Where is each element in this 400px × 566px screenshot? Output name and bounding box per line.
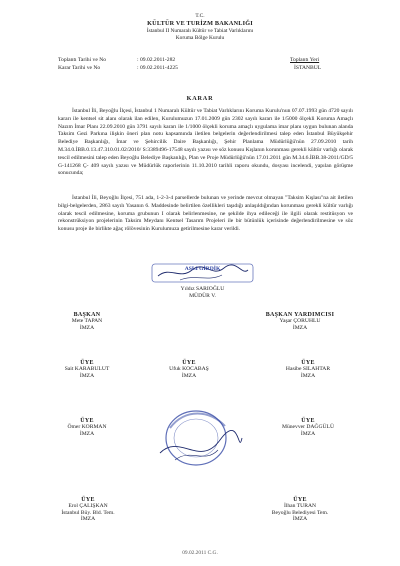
member-imza: İMZA: [292, 516, 308, 523]
chair-role: BAŞKAN: [73, 312, 101, 318]
member-imza: İMZA: [80, 516, 96, 523]
member-imza: İMZA: [300, 430, 316, 437]
member-role: ÜYE: [182, 360, 196, 366]
header-tc: T.C.: [195, 13, 205, 19]
decision-date-value: : 09.02.2011-4225: [137, 65, 178, 71]
member-name: Münevver DAĞGÜLÜ: [281, 424, 335, 430]
member-role: ÜYE: [301, 418, 315, 424]
vice-chair-signature-block: [250, 312, 350, 331]
member-role: ÜYE: [80, 360, 94, 366]
member-name: Erol ÇALIŞKAN: [68, 503, 108, 509]
body-paragraph-1: İstanbul İli, Beyoğlu İlçesi, İstanbul 1 Numaralı Kültür ve Tabiat Varlıklarını Koruma Kurulu'nun 07.07.1993 gün 4720 sayılı kararı ile kentsel sit alanı olarak ilan edilen, Kurulumuzun 17.01.2009 gün 2302 sayılı kararı ile 1/5000 ölçekli Koruma Amaçlı Nazım İmar Planı 22.09.2010 gün 3791 sayılı kararı ile 1/1000 ölçekli koruma amaçlı uygulama imar planı uygun bulunan alanda Taksim Gezi Parkına ilişkin öneri plan notu kapsamında iletilen belgelerin değerlendirilmesi talep eden İstanbul Büyükşehir Belediye Başkanlığı, İmar ve Şehircilik Daire Başkanlığı, Şehir Planlama Müdürlüğü'nün 27.09.2010 tarih M.34.0.İBB.0.13.47.310.01.02/2010/ S:3389496-17548 sayılı yazısı ve söz konusu Kışlanın korunması gerekli kültür varlığı olarak tescil edilmesini talep eden Beyoğlu Belediye Başkanlığı, Plan ve Proje Müdürlüğü'nün 17.01.2011 gün M.34.6.İBB.38-2011/GD/5 G-141268 Ç- 409 sayılı yazısı ve Müdürlük raporlerinin 11.10.2010 tarihli raporu okundu, dosyası incelendi, yapılan görüşme sonucunda;: [58, 108, 353, 177]
rapporteur-signature: [150, 286, 255, 299]
vice-chair-name: Yaşar ÇORUHLU: [279, 318, 321, 324]
rapporteur-name: Yıldız SARIOĞLU: [180, 286, 225, 292]
body-paragraph-2: İstanbul İli, Beyoğlu İlçesi, 751 ada, 1-2-3-4 parsellerde bulunan ve yerinde mevcut olmayan "Taksim Kışlası"na ait iletilen bilgi-belgelerden, 2863 sayılı Yasanın 6. Maddesinde belirtilen özellikleri taşıdığı anlaşıldığından korunması gerekli kültür varlığı olarak tescil edilmesine, koruma grubunun I olarak belirlenmesine, ne şekilde ihya edileceği ile ilgili olarak restitüsyon ve rekonstrüksiyon projelerinin Taksim Meydanı Kentsel Tasarım Projeleri ile bir bütünlük içerisinde değerlendirilmesine ve söz konusu proje ile birlikte ağaç rölövesinin Kurulumuza getirilmesine karar verildi.: [58, 195, 353, 233]
member-signature-block: [52, 418, 122, 437]
member-organization: Beyoğlu Belediyesi Tem.: [271, 509, 329, 516]
rapporteur-role: MÜDÜR V.: [189, 292, 216, 299]
official-round-stamp: [150, 398, 245, 478]
member-name: Ömer KORMAN: [67, 424, 107, 430]
member-role: ÜYE: [80, 418, 94, 424]
member-signature-block: [48, 497, 128, 523]
member-imza: İMZA: [300, 372, 316, 379]
member-name: İlhan TURAN: [283, 503, 317, 509]
vice-chair-role: BAŞKAN YARDIMCISI: [265, 312, 335, 318]
meeting-date-label: Toplantı Tarihi ve No: [58, 57, 107, 63]
chair-imza: İMZA: [79, 324, 95, 331]
member-signature-block: [250, 497, 350, 523]
member-name: Sait KARABULUT: [64, 366, 110, 372]
header-board-line2: Koruma Bölge Kurulu: [175, 35, 225, 41]
member-organization: İstanbul Büy. Bld. Tem.: [61, 509, 115, 516]
chair-name: Mete TAPAN: [71, 318, 103, 324]
page-footer: 09.02.2011 C.G.: [182, 550, 218, 556]
member-role: ÜYE: [81, 497, 95, 503]
member-name: Hasibe SILAHTAR: [285, 366, 331, 372]
member-role: ÜYE: [293, 497, 307, 503]
header-board: İstanbul II Numaralı Kültür ve Tabiat Varlıklarını: [146, 28, 254, 34]
chair-signature-block: [52, 312, 122, 331]
decision-date-label: Karar Tarihi ve No: [58, 65, 101, 71]
stamp-name: ASLI GİRDİK: [184, 266, 221, 272]
vice-chair-imza: İMZA: [292, 324, 308, 331]
member-imza: İMZA: [79, 372, 95, 379]
member-signature-block: [268, 360, 348, 379]
member-signature-block: [154, 360, 224, 379]
member-role: ÜYE: [301, 360, 315, 366]
member-imza: İMZA: [181, 372, 197, 379]
meeting-place-value: İSTANBUL: [294, 65, 322, 71]
meeting-place-label: Toplantı Yeri: [290, 57, 320, 63]
header-ministry: KÜLTÜR VE TURİZM BAKANLIĞI: [147, 20, 253, 27]
decision-title: KARAR: [186, 95, 214, 102]
member-name: Ufuk KOCABAŞ: [169, 366, 209, 372]
member-signature-block: [268, 418, 348, 437]
meeting-date-value: : 09.02.2011-282: [137, 57, 176, 63]
member-imza: İMZA: [79, 430, 95, 437]
member-signature-block: [52, 360, 122, 379]
